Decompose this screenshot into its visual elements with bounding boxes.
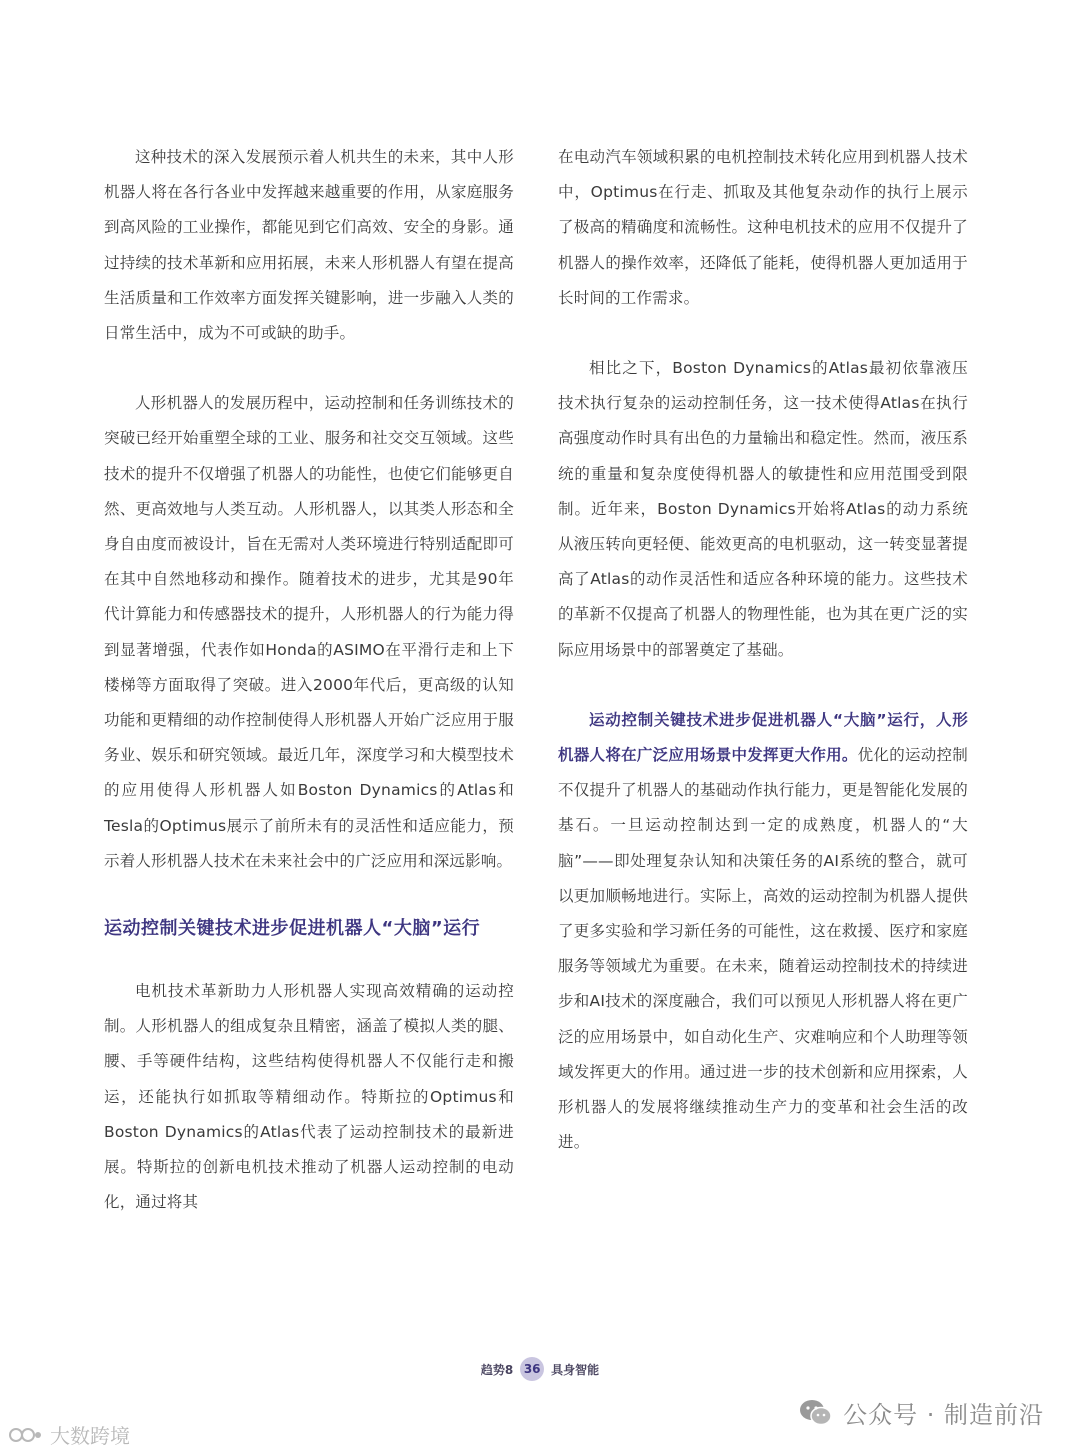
paragraph: 人形机器人的发展历程中，运动控制和任务训练技术的突破已经开始重塑全球的工业、服务和社交交互领域。这些技术的提升不仅增强了机器人的功能性，也使它们能够更自然、更高效地与人类互动。人形机器人，以其类人形态和全身自由度而被设计，旨在无需对人类环境进行特别适配即可在其中自然地移动和操作。随着技术的进步，尤其是90年代计算能力和传感器技术的提升，人形机器人的行为能力得到显著增强，代表作如Honda的ASIMO在平滑行走和上下楼梯等方面取得了突破。进入2000年代后，更高级的认知功能和更精细的动作控制使得人形机器人开始广泛应用于服务业、娱乐和研究领域。最近几年，深度学习和大模型技术的应用使得人形机器人如Boston Dynamics的Atlas和Tesla的Optimus展示了前所未有的灵活性和适应能力，预示着人形机器人技术在未来社会中的广泛应用和深远影响。: [104, 394, 514, 870]
wechat-icon: [799, 1399, 833, 1427]
bold-lead-sentence: 运动控制关键技术进步促进机器人“大脑”运行，人形机器人将在广泛应用场景中发挥更大作用。: [558, 710, 968, 765]
right-column: [558, 140, 968, 1160]
left-column: [104, 140, 514, 1220]
page-footer: [0, 1357, 1080, 1381]
logo-icon: [8, 1425, 44, 1445]
paragraph-body: 优化的运动控制不仅提升了机器人的基础动作执行能力，更是智能化发展的基石。一旦运动控制达到一定的成熟度，机器人的“大脑”——即处理复杂认知和决策任务的AI系统的整合，就可以更加顺畅地进行。实际上，高效的运动控制为机器人提供了更多实验和学习新任务的可能性，这在救援、医疗和家庭服务等领域尤为重要。在未来，随着运动控制技术的持续进步和AI技术的深度融合，我们可以预见人形机器人将在更广泛的应用场景中，如自动化生产、灾难响应和个人助理等领域发挥更大的作用。通过进一步的技术创新和应用探索，人形机器人的发展将继续推动生产力的变革和社会生活的改进。: [558, 746, 968, 1152]
footer-topic-label: 具身智能: [551, 1362, 600, 1377]
wechat-watermark: [799, 1395, 1044, 1430]
paragraph: 相比之下，Boston Dynamics的Atlas最初依靠液压技术执行复杂的运动控制任务，这一技术使得Atlas在执行高强度动作时具有出色的力量输出和稳定性。然而，液压系统的重量和复杂度使得机器人的敏捷性和应用范围受到限制。近年来，Boston Dynamics开始将Atlas的动力系统从液压转向更轻便、能效更高的电机驱动，这一转变显著提高了Atlas的动作灵活性和适应各种环境的能力。这些技术的革新不仅提高了机器人的物理性能，也为其在更广泛的实际应用场景中的部署奠定了基础。: [558, 359, 968, 659]
corner-watermark: [8, 1420, 130, 1449]
paragraph: [558, 703, 968, 1161]
section-heading: 运动控制关键技术进步促进机器人“大脑”运行: [104, 918, 481, 940]
wechat-watermark-text: 公众号 · 制造前沿: [843, 1401, 1044, 1429]
paragraph: 在电动汽车领域积累的电机控制技术转化应用到机器人技术中，Optimus在行走、抓取及其他复杂动作的执行上展示了极高的精确度和流畅性。这种电机技术的应用不仅提升了机器人的操作效率，还降低了能耗，使得机器人更加适用于长时间的工作需求。: [558, 148, 968, 307]
corner-watermark-text: 大数跨境: [50, 1424, 130, 1448]
page-number: 36: [520, 1357, 544, 1381]
paragraph: 这种技术的深入发展预示着人机共生的未来，其中人形机器人将在各行各业中发挥越来越重要的作用，从家庭服务到高风险的工业操作，都能见到它们高效、安全的身影。通过持续的技术革新和应用拓展，未来人形机器人有望在提高生活质量和工作效率方面发挥关键影响，进一步融入人类的日常生活中，成为不可或缺的助手。: [104, 148, 514, 343]
footer-section-label: 趋势8: [480, 1362, 514, 1377]
paragraph: 电机技术革新助力人形机器人实现高效精确的运动控制。人形机器人的组成复杂且精密，涵盖了模拟人类的腿、腰、手等硬件结构，这些结构使得机器人不仅能行走和搬运，还能执行如抓取等精细动作。特斯拉的Optimus和Boston Dynamics的Atlas代表了运动控制技术的最新进展。特斯拉的创新电机技术推动了机器人运动控制的电动化，通过将其: [104, 982, 514, 1212]
